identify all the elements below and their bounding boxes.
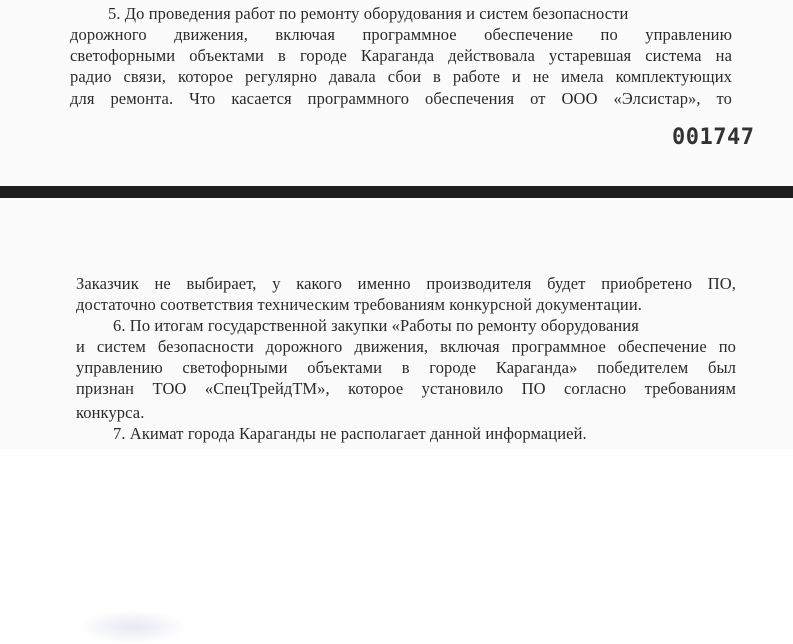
scan-ink-smudge xyxy=(78,610,188,644)
paragraph-5-line-2: дорожного движения, включая программное обеспечение по управлению xyxy=(70,25,732,44)
paragraph-6-line-1: 6. По итогам государственной закупки «Работы по ремонту оборудования xyxy=(113,316,639,335)
paragraph-6-line-5: конкурса. xyxy=(76,403,145,422)
document-page-bottom xyxy=(0,198,793,449)
paragraph-5-line-3: светофорными объектами в городе Караганда действовала устаревшая система на xyxy=(70,46,732,65)
paragraph-5-line-4: радио связи, которое регулярно давала сбои в работе и не имела комплектующих xyxy=(70,67,732,86)
page-separator xyxy=(0,186,793,198)
page-stamp-number: 001747 xyxy=(672,125,755,150)
document-page-top xyxy=(0,0,793,186)
paragraph-5-line-1: 5. До проведения работ по ремонту оборудования и систем безопасности xyxy=(108,4,629,23)
paragraph-7-line-1: 7. Акимат города Караганды не располагает данной информацией. xyxy=(113,424,587,443)
paragraph-5-cont-line-1: Заказчик не выбирает, у какого именно производителя будет приобретено ПО, xyxy=(76,274,736,293)
paragraph-6-line-2: и систем безопасности дорожного движения, включая программное обеспечение по xyxy=(76,337,736,356)
paragraph-5-cont-line-2: достаточно соответствия техническим требованиям конкурсной документации. xyxy=(76,295,642,314)
paragraph-5-line-5: для ремонта. Что касается программного обеспечения от ООО «Элсистар», то xyxy=(70,89,732,108)
paragraph-6-line-4: признан ТОО «СпецТрейдТМ», которое установило ПО согласно требованиям xyxy=(76,379,736,398)
paragraph-6-line-3: управлению светофорными объектами в городе Караганда» победителем был xyxy=(76,358,736,377)
